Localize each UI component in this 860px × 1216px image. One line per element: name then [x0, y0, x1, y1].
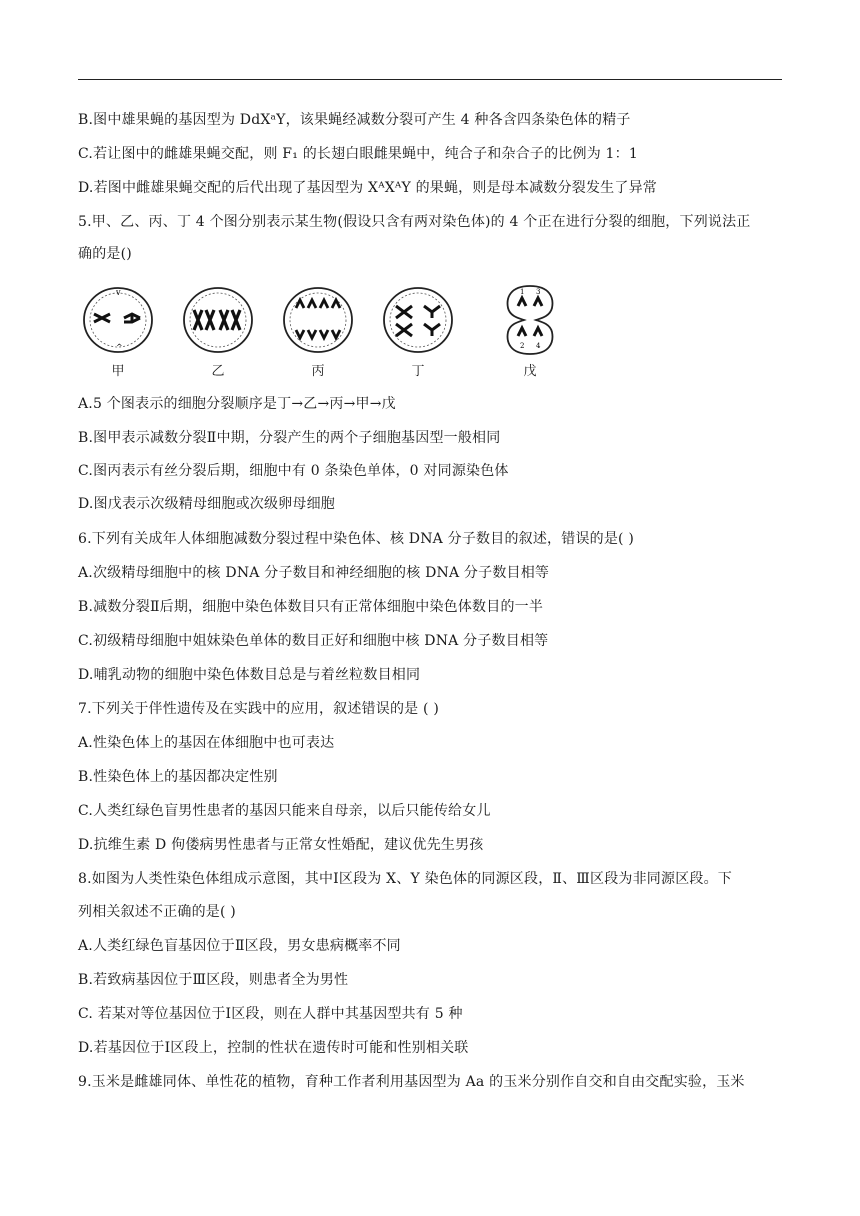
option-line: A.次级精母细胞中的核 DNA 分子数目和神经细胞的核 DNA 分子数目相等 — [78, 565, 550, 581]
option-line: C.图丙表示有丝分裂后期，细胞中有 0 条染色单体，0 对同源染色体 — [78, 463, 509, 479]
question-9-stem: 9.玉米是雌雄同体、单性花的植物，育种工作者利用基因型为 Aa 的玉米分别作自交和自由交配实验，玉米 — [78, 1074, 745, 1090]
cell-yi — [180, 282, 256, 379]
cell-bing — [280, 282, 356, 379]
question-8-stem: 8.如图为人类性染色体组成示意图，其中Ⅰ区段为 X、Y 染色体的同源区段，Ⅱ、Ⅲ区段为非同源区段。下 — [78, 871, 733, 887]
text-line: C.若让图中的雌雄果蝇交配，则 F₁ 的长翅白眼雌果蝇中，纯合子和杂合子的比例为 1：1 — [78, 146, 638, 162]
option-line: A.人类红绿色盲基因位于Ⅱ区段，男女患病概率不同 — [78, 938, 401, 954]
cell-division-figure — [80, 282, 580, 382]
cell-wu — [500, 282, 560, 379]
option-line: B.减数分裂Ⅱ后期，细胞中染色体数目只有正常体细胞中染色体数目的一半 — [78, 599, 544, 615]
cell-jia — [80, 282, 156, 379]
svg-text:v: v — [116, 288, 121, 297]
chromosome-number: 4 — [536, 342, 541, 350]
option-line: A.5 个图表示的细胞分裂顺序是丁→乙→丙→甲→戊 — [78, 396, 396, 412]
chromosome-number: 1 — [520, 288, 525, 296]
caption-bing: 丙 — [311, 364, 325, 379]
option-line: B.若致病基因位于Ⅲ区段，则患者全为男性 — [78, 972, 349, 988]
text-line: D.若图中雌雄果蝇交配的后代出现了基因型为 XᴬXᴬY 的果蝇，则是母本减数分裂发生了异常 — [78, 180, 657, 196]
question-8-stem-cont: 列相关叙述不正确的是( ) — [78, 904, 236, 920]
cell-ding — [380, 282, 456, 379]
question-7-stem: 7.下列关于伴性遗传及在实践中的应用，叙述错误的是 ( ) — [78, 701, 439, 717]
option-line: D.图戊表示次级精母细胞或次级卵母细胞 — [78, 496, 335, 512]
svg-text:^: ^ — [116, 343, 123, 352]
option-line: A.性染色体上的基因在体细胞中也可表达 — [78, 735, 335, 751]
option-line: C. 若某对等位基因位于Ⅰ区段，则在人群中其基因型共有 5 种 — [78, 1006, 463, 1022]
question-6-stem: 6.下列有关成年人体细胞减数分裂过程中染色体、核 DNA 分子数目的叙述，错误的是( ) — [78, 531, 635, 547]
option-line: B.性染色体上的基因都决定性别 — [78, 769, 278, 785]
option-line: D.抗维生素 D 佝偻病男性患者与正常女性婚配，建议优先生男孩 — [78, 837, 484, 853]
question-5-stem: 5.甲、乙、丙、丁 4 个图分别表示某生物(假设只含有两对染色体)的 4 个正在进行分裂的细胞，下列说法正 — [78, 214, 751, 230]
option-line: D.哺乳动物的细胞中染色体数目总是与着丝粒数目相同 — [78, 667, 421, 683]
option-line: D.若基因位于Ⅰ区段上，控制的性状在遗传时可能和性别相关联 — [78, 1040, 469, 1056]
option-line: C.人类红绿色盲男性患者的基因只能来自母亲，以后只能传给女儿 — [78, 803, 491, 819]
chromosome-number: 2 — [520, 342, 525, 350]
option-line: C.初级精母细胞中姐妹染色单体的数目正好和细胞中核 DNA 分子数目相等 — [78, 633, 549, 649]
text-line: B.图中雄果蝇的基因型为 DdXᵃY，该果蝇经减数分裂可产生 4 种各含四条染色体的精子 — [78, 112, 631, 128]
header-rule — [78, 79, 782, 80]
option-line: B.图甲表示减数分裂Ⅱ中期，分裂产生的两个子细胞基因型一般相同 — [78, 430, 501, 446]
caption-jia: 甲 — [111, 364, 125, 379]
caption-yi: 乙 — [211, 364, 225, 379]
question-5-stem-cont: 确的是() — [78, 246, 132, 262]
caption-ding: 丁 — [411, 364, 425, 379]
chromosome-number: 3 — [536, 288, 541, 296]
caption-wu: 戊 — [523, 364, 537, 379]
